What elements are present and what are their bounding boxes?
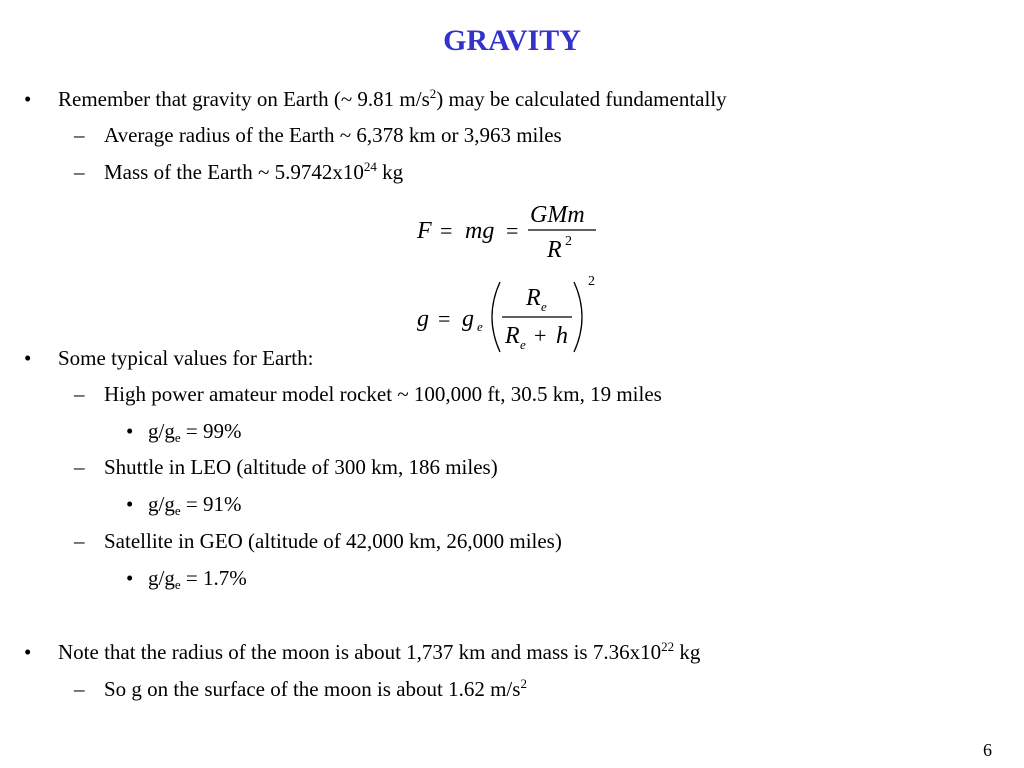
bullet-marker: •: [126, 492, 134, 516]
subscript: e: [174, 577, 181, 592]
page-number: 6: [983, 740, 992, 760]
superscript: 2: [429, 86, 437, 101]
eq-denominator: R: [505, 323, 520, 349]
text-part: = 99%: [180, 419, 242, 443]
sub-sub-bullet-rocket-ratio: [126, 418, 242, 445]
left-paren-icon: [492, 282, 500, 352]
text-part: So g on the surface of the moon is about 1.62 m/s: [104, 677, 521, 701]
text-part: g/g: [148, 419, 175, 443]
text-part: = 91%: [180, 492, 242, 516]
right-paren-icon: [574, 282, 582, 352]
bullet-marker: •: [126, 566, 134, 590]
dash-marker: –: [74, 160, 85, 184]
superscript: 22: [661, 639, 675, 654]
eq-exponent: 2: [565, 234, 572, 249]
bullet-moon: [24, 639, 701, 665]
text-part: Mass of the Earth ~ 5.9742x10: [104, 160, 364, 184]
sub-sub-bullet-satellite-ratio: [126, 565, 247, 592]
sub-bullet-rocket: [74, 381, 662, 407]
equation-force: [400, 195, 620, 270]
eq-subscript: e: [520, 337, 526, 352]
text-part: Remember that gravity on Earth (~ 9.81 m/s: [58, 87, 430, 111]
bullet-marker: •: [24, 346, 32, 370]
eq-symbol: F: [417, 218, 432, 244]
dash-marker: –: [74, 455, 85, 479]
slide-title: GRAVITY: [443, 24, 581, 57]
sub-bullet-moon-gravity-text: [104, 676, 527, 702]
sub-bullet-moon-gravity: [74, 676, 527, 702]
text-part: ) may be calculated fundamentally: [436, 87, 727, 111]
dash-marker: –: [74, 123, 85, 147]
ratio-text: [148, 418, 241, 444]
eq-subscript: e: [477, 319, 483, 334]
bullet-typical-values: [24, 345, 314, 371]
eq-operator: +: [534, 323, 547, 348]
sub-bullet-earth-radius-text: Average radius of the Earth ~ 6,378 km or 3,963 miles: [104, 123, 562, 147]
text-part: g/g: [148, 566, 175, 590]
sub-bullet-earth-mass-text: [104, 159, 403, 185]
superscript: 2: [520, 676, 527, 691]
sub-bullet-rocket-text: High power amateur model rocket ~ 100,000 ft, 30.5 km, 19 miles: [104, 382, 662, 406]
eq-symbol: h: [556, 323, 568, 349]
eq-symbol: mg: [465, 218, 495, 244]
text-part: kg: [674, 640, 701, 664]
superscript: 24: [363, 159, 377, 174]
equation-gravity-altitude: [400, 270, 620, 360]
sub-bullet-satellite-text: Satellite in GEO (altitude of 42,000 km, 26,000 miles): [104, 529, 562, 553]
eq-operator: =: [440, 218, 453, 243]
bullet-marker: •: [24, 87, 32, 111]
text-part: g/g: [148, 492, 175, 516]
eq-symbol: g: [417, 306, 429, 332]
eq-numerator: R: [526, 285, 541, 311]
dash-marker: –: [74, 529, 85, 553]
dash-marker: –: [74, 677, 85, 701]
sub-bullet-shuttle-text: Shuttle in LEO (altitude of 300 km, 186 miles): [104, 455, 498, 479]
eq-denominator: R: [547, 237, 562, 263]
text-part: Note that the radius of the moon is about 1,737 km and mass is 7.36x10: [58, 640, 662, 664]
eq-numerator: GMm: [530, 202, 585, 228]
text-part: kg: [376, 160, 404, 184]
bullet-typical-values-text: Some typical values for Earth:: [58, 346, 314, 370]
bullet-gravity-intro: [24, 86, 727, 112]
subscript: e: [174, 503, 181, 518]
sub-sub-bullet-shuttle-ratio: [126, 491, 242, 518]
eq-operator: =: [438, 306, 451, 331]
dash-marker: –: [74, 382, 85, 406]
bullet-moon-text: [58, 639, 700, 665]
eq-exponent: 2: [588, 274, 595, 289]
ratio-text: [148, 491, 241, 517]
text-part: = 1.7%: [180, 566, 247, 590]
sub-bullet-shuttle: [74, 454, 498, 480]
bullet-gravity-intro-text: [58, 86, 727, 112]
bullet-marker: •: [126, 419, 134, 443]
eq-subscript: e: [541, 299, 547, 314]
eq-operator: =: [506, 218, 519, 243]
bullet-marker: •: [24, 640, 32, 664]
sub-bullet-earth-mass: [74, 159, 404, 185]
sub-bullet-satellite: [74, 528, 562, 554]
eq-symbol: g: [462, 306, 474, 332]
ratio-text: [148, 565, 247, 591]
subscript: e: [174, 430, 181, 445]
sub-bullet-earth-radius: [74, 122, 562, 148]
